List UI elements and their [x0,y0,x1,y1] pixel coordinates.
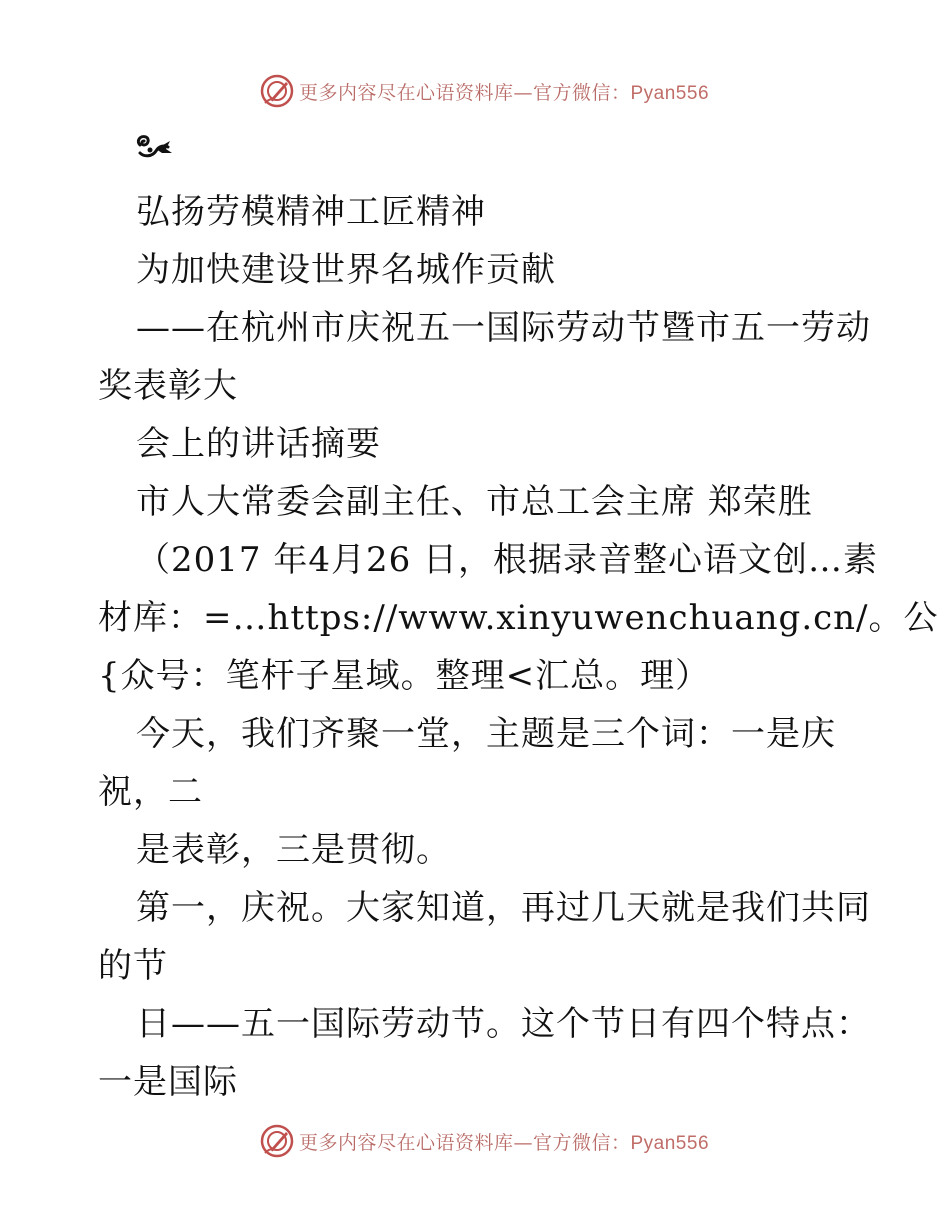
paragraph-line: 是表彰，三是贯彻。 [136,830,451,870]
title-line-2: 为加快建设世界名城作贡献 [136,250,556,290]
paragraph-line: 第一，庆祝。大家知道，再过几天就是我们共同 [136,888,871,928]
fleuron-ornament-icon [134,131,174,163]
header-watermark [0,71,950,111]
subtitle-line-2: 奖表彰大 [98,366,238,406]
paragraph-line: 一是国际 [98,1062,238,1102]
watermark-wechat-id: Pyan556 [630,1132,710,1154]
watermark-site-text: 更多内容尽在心语资料库—官方微信： [298,1131,631,1154]
paragraph-line: 祝，二 [98,772,203,812]
speaker-line: 市人大常委会副主任、市总工会主席 郑荣胜 [136,482,813,522]
xinyu-logo-icon [259,73,295,109]
footer-watermark [0,1121,950,1161]
paragraph-line: 今天，我们齐聚一堂，主题是三个词：一是庆 [136,714,836,754]
source-note-line-1: （2017 年4月26 日，根据录音整心语文创…素 [136,540,879,580]
xinyu-logo-icon [259,1123,295,1159]
watermark-wechat-id: Pyan556 [630,82,710,104]
watermark-site-text: 更多内容尽在心语资料库—官方微信： [298,81,631,104]
title-line-1: 弘扬劳模精神工匠精神 [136,192,486,232]
source-note-line-2: 材库：=…https://www.xinyuwenchuang.cn/。公 [98,598,939,638]
paragraph-line: 的节 [98,946,168,986]
document-body [98,183,939,1111]
watermark-text [299,78,709,105]
paragraph-line: 日——五一国际劳动节。这个节日有四个特点： [136,1004,871,1044]
subtitle-line-3: 会上的讲话摘要 [136,424,381,464]
watermark-text [299,1128,709,1155]
subtitle-line-1: ——在杭州市庆祝五一国际劳动节暨市五一劳动 [136,308,871,348]
source-note-line-3: {众号：笔杆子星域。整理<汇总。理） [98,656,711,696]
